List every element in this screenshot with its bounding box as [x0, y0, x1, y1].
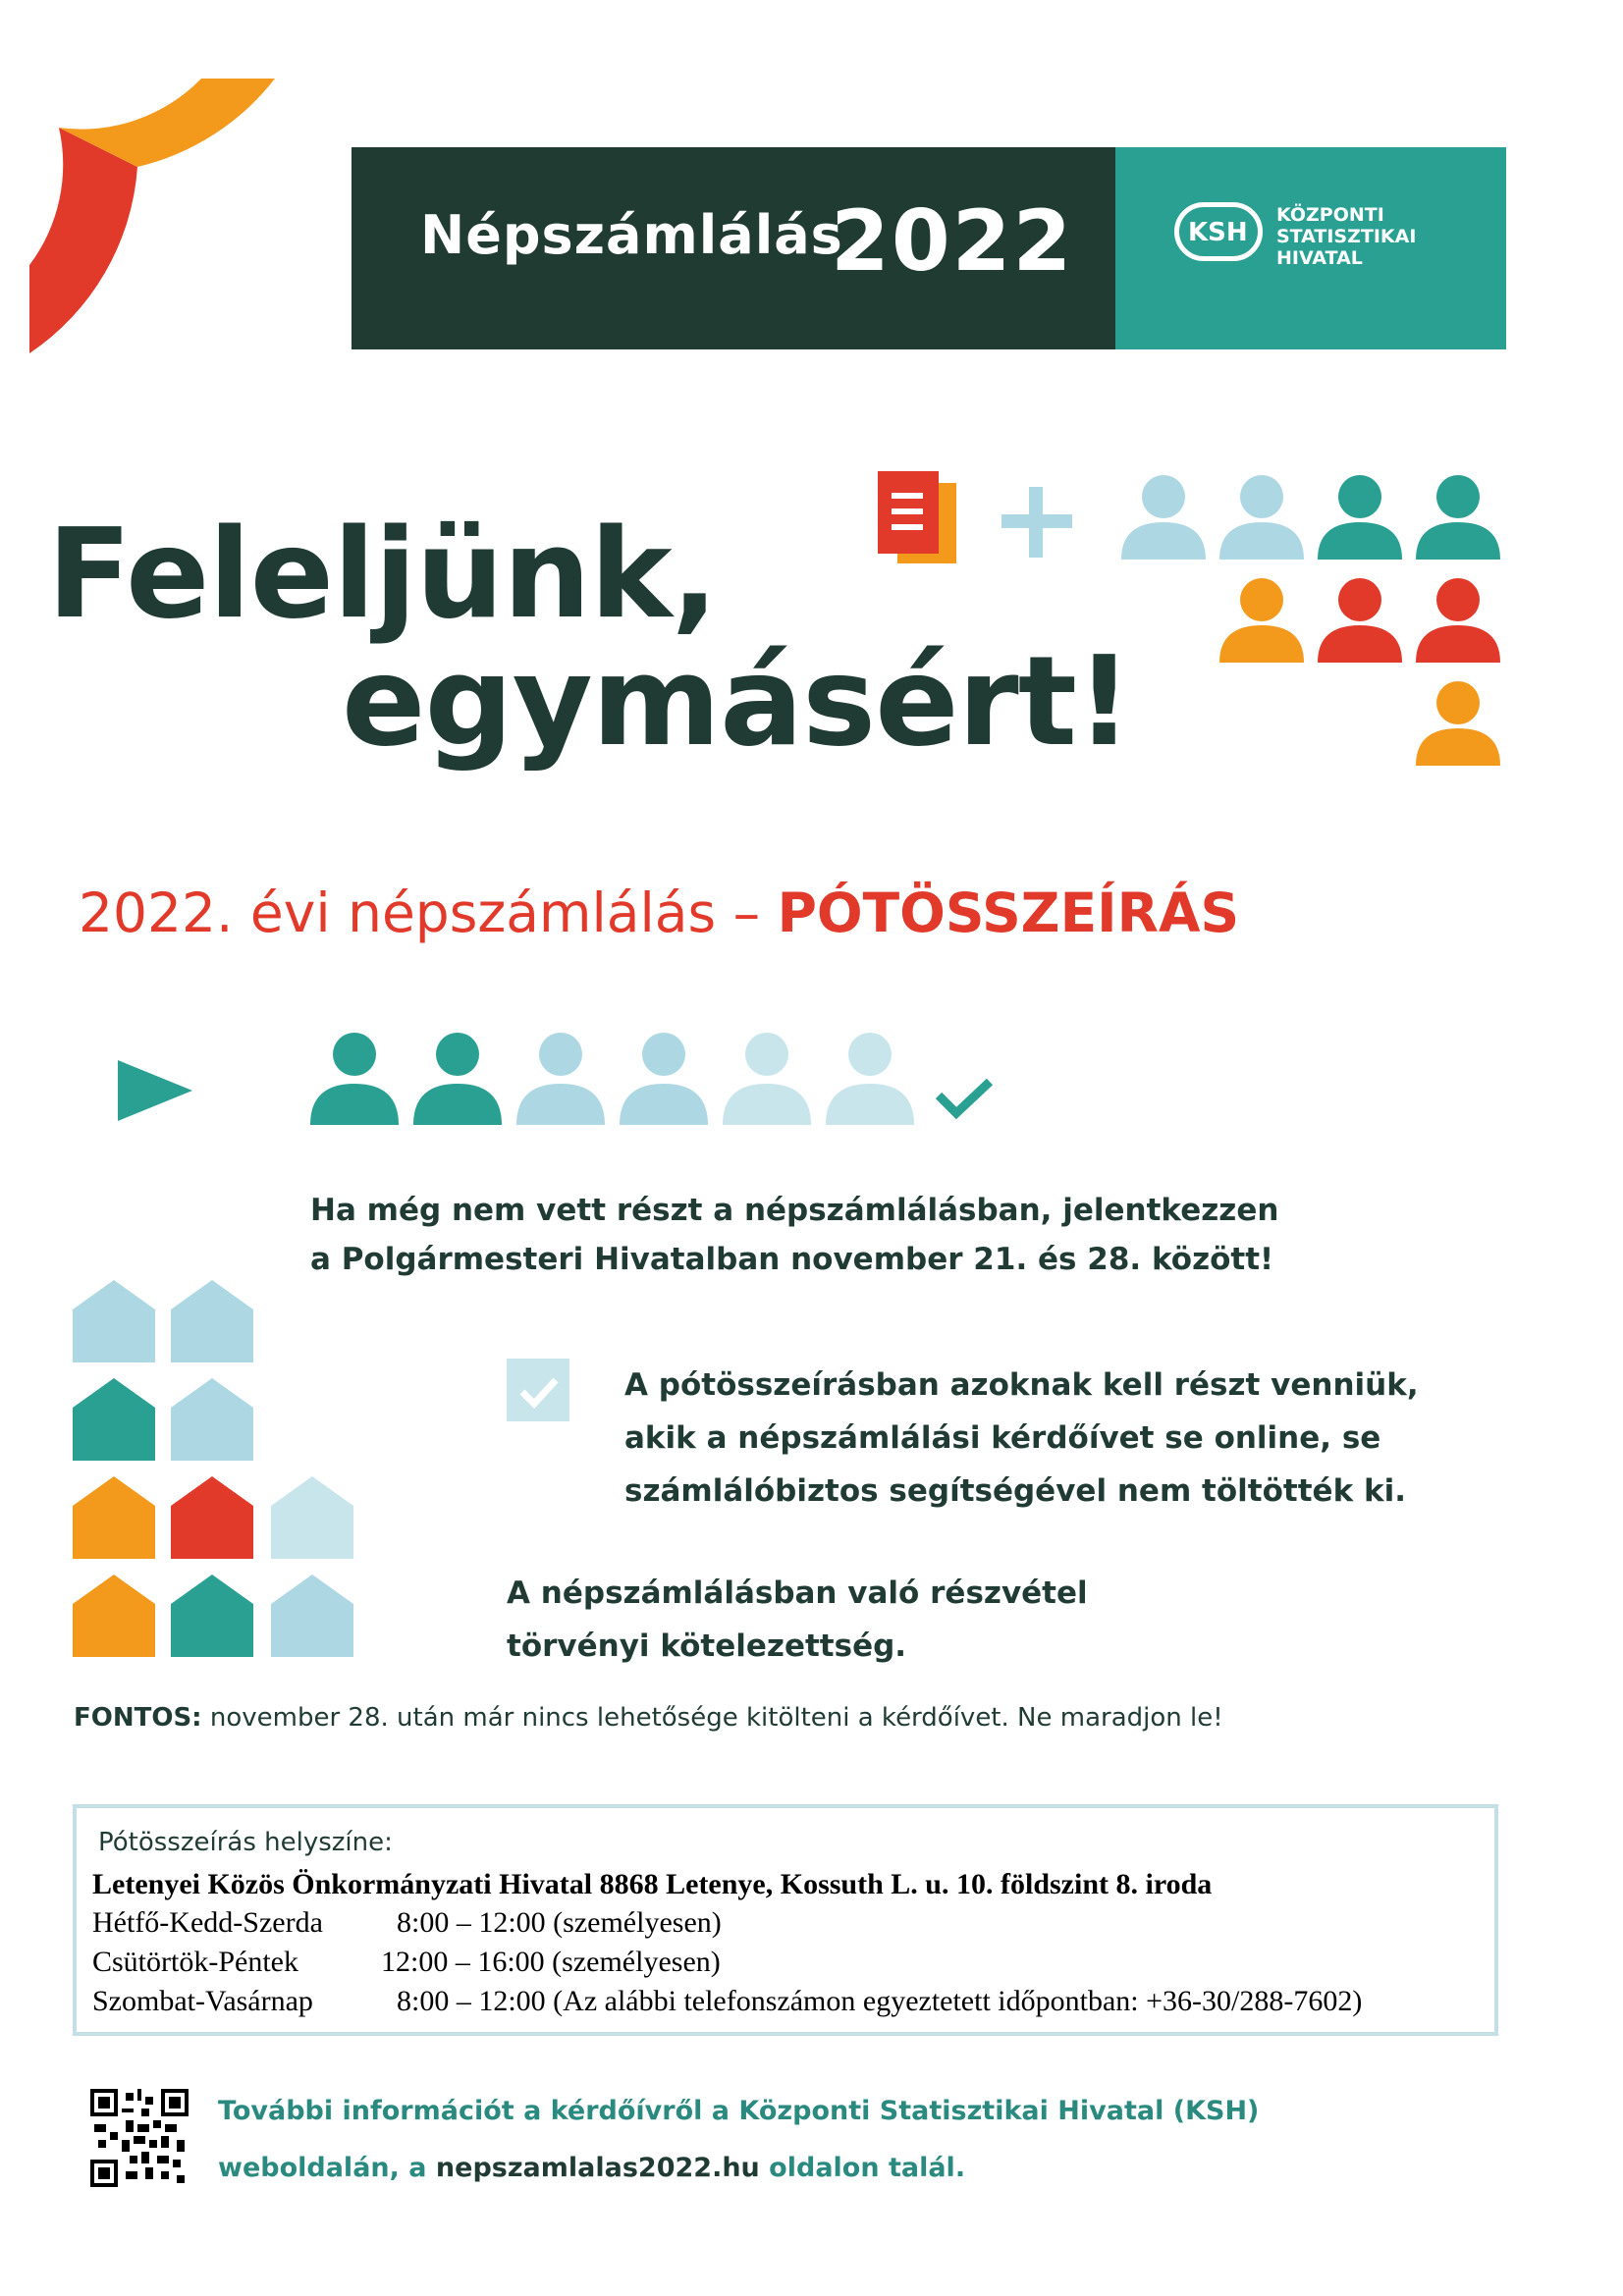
location-label: Pótösszeírás helyszíne: — [98, 1828, 393, 1857]
location-address: Letenyei Közös Önkormányzati Hivatal 8868 Letenye, Kossuth L. u. 10. földszint 8. iroda — [92, 1868, 1213, 1900]
schedule-hours-1: 8:00 – 12:00 (személyesen) — [397, 1906, 722, 1939]
schedule-days-3: Szombat-Vasárnap — [92, 1985, 313, 2017]
note-label: FONTOS: — [74, 1703, 202, 1733]
headline-line-2: egymásért! — [342, 629, 1132, 774]
intro-text: Ha még nem vett részt a népszámlálásban, jelentkezzen a Polgármesteri Hivatalban november 21. és 28. között! — [310, 1193, 1279, 1277]
headline-line-1: Feleljünk, — [47, 502, 718, 646]
schedule-hours-3: 8:00 – 12:00 (Az alábbi telefonszámon egyeztetett időpontban: +36-30/288-7602) — [397, 1985, 1363, 2017]
footer-text: További információt a kérdőívről a Központi Statisztikai Hivatal (KSH) weboldalán, a nepszamlalas2022.hu oldalon talál. — [218, 2096, 1260, 2183]
schedule-days-1: Hétfő-Kedd-Szerda — [92, 1906, 323, 1939]
website-link[interactable]: nepszamlalas2022.hu — [435, 2153, 760, 2183]
decorative-arc — [0, 0, 295, 363]
people-row-icon — [310, 1031, 998, 1129]
checkbox-icon — [505, 1357, 573, 1425]
obligation-text: A népszámlálásban való részvétel törvényi kötelezettség. — [507, 1575, 1088, 1664]
play-icon — [116, 1058, 194, 1123]
headline — [47, 502, 1132, 774]
people-group-icon — [1119, 471, 1512, 775]
check-icon — [939, 1082, 990, 1113]
banner-year: 2022 — [831, 192, 1074, 291]
important-note: FONTOS: november 28. után már nincs lehetősége kitölteni a kérdőívet. Ne maradjon le! — [74, 1703, 1223, 1733]
banner-title: Népszámlálás — [420, 204, 843, 266]
who-text: A pótösszeírásban azoknak kell részt venniük, akik a népszámlálási kérdőívet se online, se számlálóbiztos segítségével nem töltötték ki. — [624, 1367, 1419, 1509]
ksh-logo-name: KÖZPONTI STATISZTIKAI HIVATAL — [1276, 204, 1417, 269]
subtitle: 2022. évi népszámlálás – PÓTÖSSZEÍRÁS — [79, 881, 1240, 944]
subtitle-highlight: PÓTÖSSZEÍRÁS — [777, 881, 1240, 944]
ksh-logo-abbr: KSH — [1188, 218, 1248, 247]
qr-code-icon — [90, 2089, 189, 2187]
houses-icon — [73, 1280, 367, 1663]
schedule-hours-2: 12:00 – 16:00 (személyesen) — [381, 1946, 721, 1978]
schedule-days-2: Csütörtök-Péntek — [92, 1946, 298, 1978]
